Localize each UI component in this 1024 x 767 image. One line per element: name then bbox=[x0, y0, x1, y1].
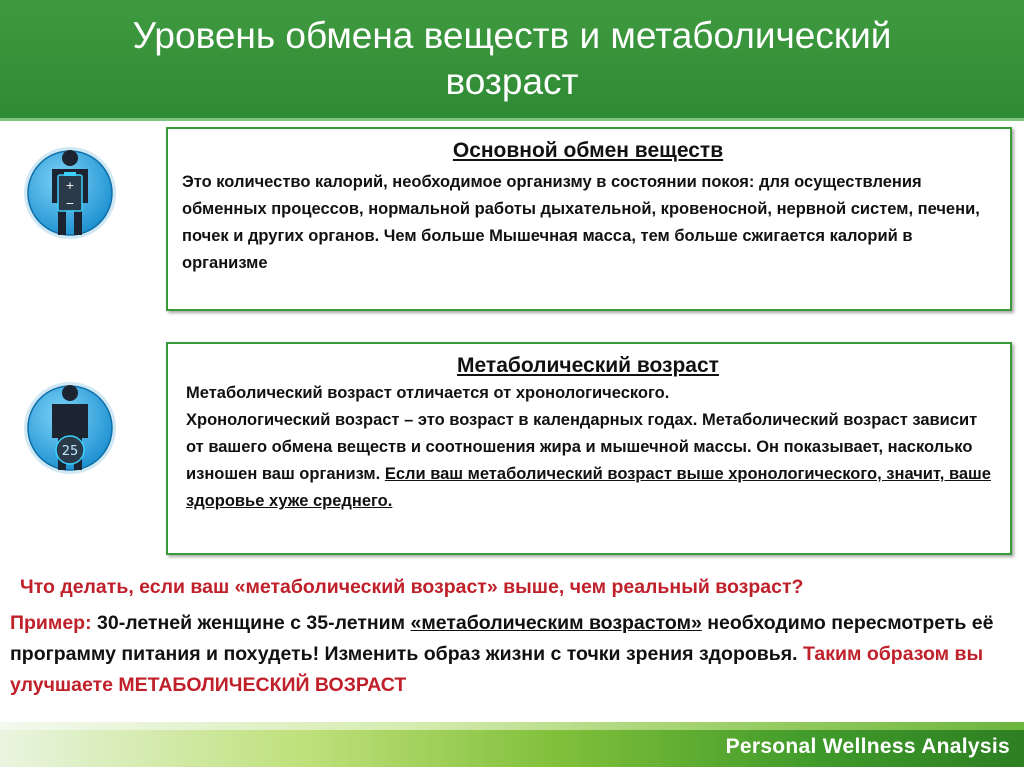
header-divider bbox=[0, 118, 1024, 121]
example-conclusion: Таким образом вы улучшаете МЕТАБОЛИЧЕСКИЙ ВОЗРАСТ bbox=[10, 643, 984, 696]
metabolic-age-explanation: Хронологический возраст – это возраст в календарных годах. Метаболический возраст зависит от вашего обмена веществ и соотношения жира и мышечной массы. Он показывает, насколько изношен ваш организм. bbox=[186, 411, 978, 483]
basal-metabolism-text: Это количество калорий, необходимое организму в состоянии покоя: для осуществления обменных процессов, нормальной работы дыхательной, кровеносной, нервной систем, печени, почек и других органов. Чем больше Мышечная масса, тем больше сжигается калорий в организме bbox=[182, 173, 980, 272]
metabolic-age-line1: Метаболический возраст отличается от хронологического. bbox=[186, 384, 670, 402]
basal-metabolism-box bbox=[166, 127, 1012, 311]
basal-metabolism-title: Основной обмен веществ bbox=[452, 139, 724, 162]
metabolic-age-warning: Если ваш метаболический возраст выше хронологического, значит, ваше здоровье хуже среднего. bbox=[186, 465, 991, 510]
body-battery-icon bbox=[22, 141, 118, 258]
svg-text:+: + bbox=[65, 179, 75, 192]
question-text: Что делать, если ваш «метаболический возраст» выше, чем реальный возраст? bbox=[20, 576, 804, 598]
slide-title: Уровень обмена веществ и метаболический возраст bbox=[132, 15, 892, 102]
age-number: 25 bbox=[61, 444, 79, 459]
slide-header bbox=[0, 0, 1024, 118]
example-underlined: «метаболическим возрастом» bbox=[410, 612, 702, 634]
example-label: Пример: bbox=[10, 612, 92, 634]
example-text-after: необходимо пересмотреть её программу питания и похудеть! Изменить образ жизни с точки зрения здоровья. bbox=[10, 612, 994, 665]
example-paragraph bbox=[10, 608, 1010, 701]
metabolic-age-line2 bbox=[182, 407, 994, 515]
metabolic-age-box bbox=[166, 342, 1012, 555]
metabolic-age-text bbox=[182, 380, 994, 515]
svg-text:−: − bbox=[65, 197, 75, 210]
footer-stripe bbox=[0, 722, 1024, 730]
metabolic-age-title: Метаболический возраст bbox=[457, 354, 719, 377]
footer-brand: Personal Wellness Analysis bbox=[725, 735, 1010, 758]
example-text-before: 30-летней женщине с 35-летним bbox=[91, 612, 411, 634]
body-age-icon bbox=[22, 376, 118, 493]
